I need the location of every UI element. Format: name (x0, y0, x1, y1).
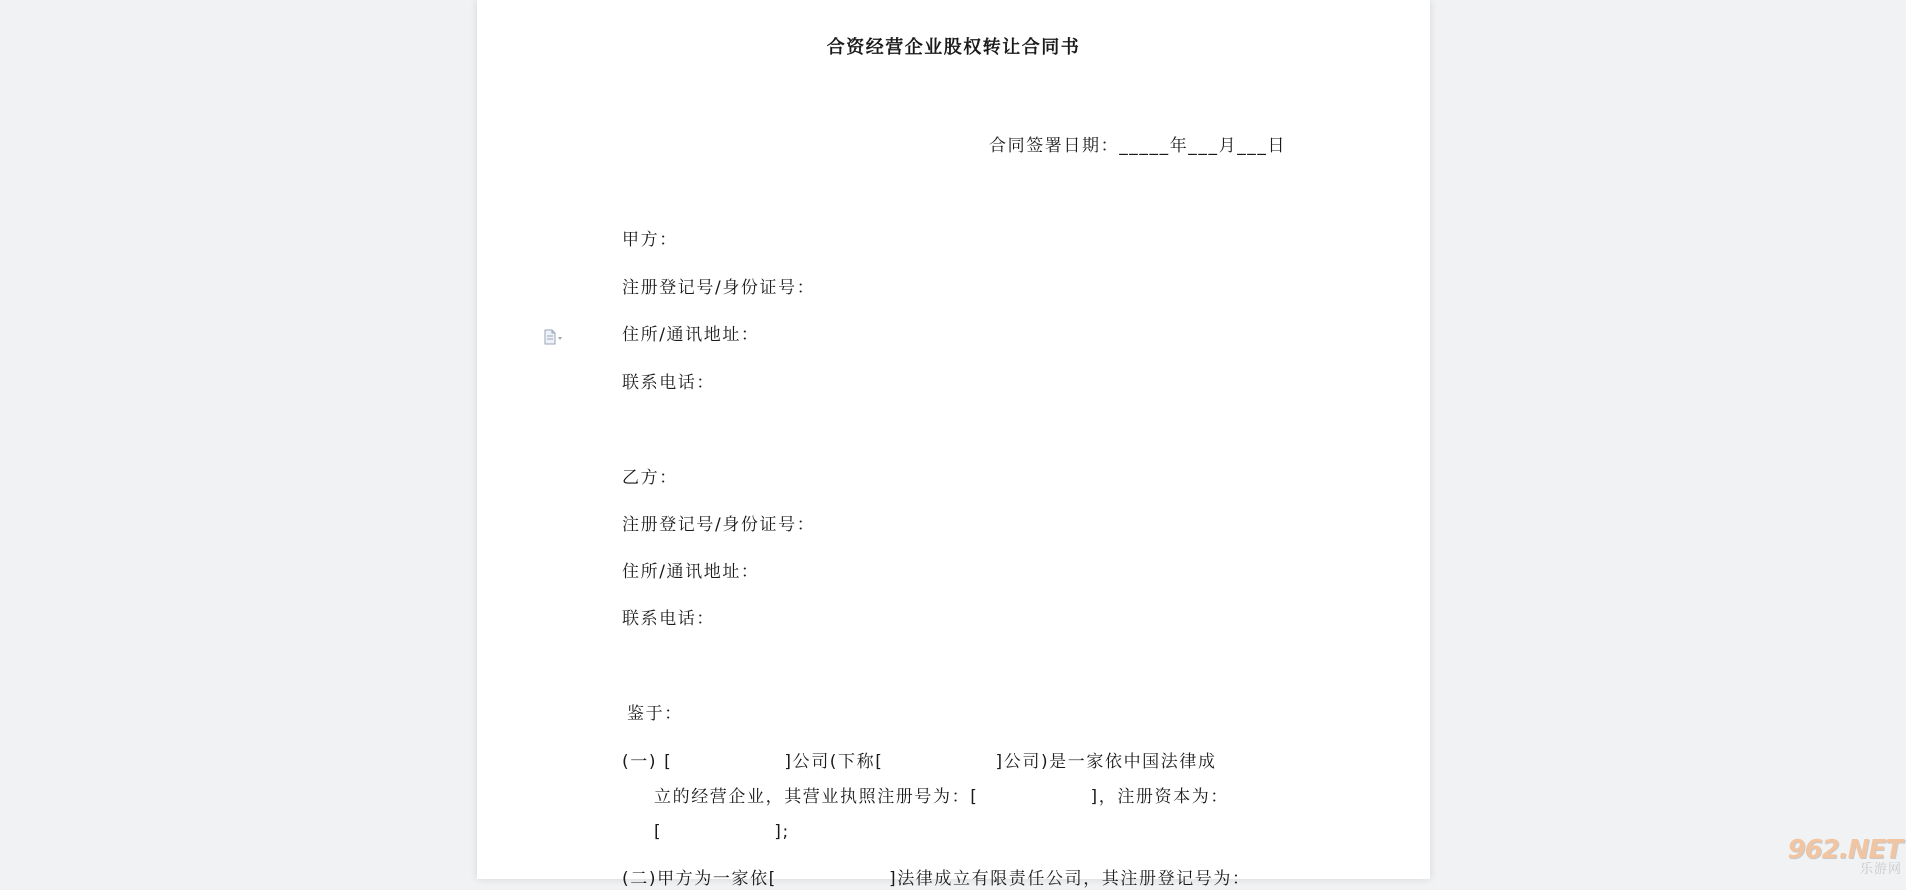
document-options-icon[interactable] (543, 329, 567, 345)
site-watermark (1768, 835, 1906, 879)
document-title: 合资经营企业股权转让合同书 (826, 37, 1081, 58)
watermark-subtitle: 乐游网 (1859, 862, 1902, 877)
signing-date-line: 合同签署日期：_____年___月___日 (989, 136, 1287, 156)
clause-1-line-2: 立的经营企业，其营业执照注册号为：[ ]，注册资本为： (654, 787, 1229, 807)
party-a-label: 甲方： (622, 230, 678, 250)
document-options-glyph (543, 329, 565, 345)
party-b-label: 乙方： (622, 468, 678, 488)
watermark-logo: 962.NET (1787, 835, 1902, 865)
party-a-phone: 联系电话： (622, 373, 715, 393)
whereas-heading: 鉴于： (627, 704, 683, 724)
party-a-address: 住所/通讯地址： (622, 325, 760, 345)
clause-1-line-1: (一) [ ]公司(下称[ ]公司)是一家依中国法律成 (622, 752, 1217, 772)
party-b-registration: 注册登记号/身份证号： (622, 515, 816, 535)
document-page (477, 0, 1430, 889)
party-a-registration: 注册登记号/身份证号： (622, 278, 816, 298)
clause-1-line-3: [ ]; (654, 822, 790, 842)
clause-2-line-1: (二)甲方为一家依[ ]法律成立有限责任公司，其注册登记号为： (622, 869, 1251, 889)
party-b-phone: 联系电话： (622, 609, 715, 629)
party-b-address: 住所/通讯地址： (622, 562, 760, 582)
